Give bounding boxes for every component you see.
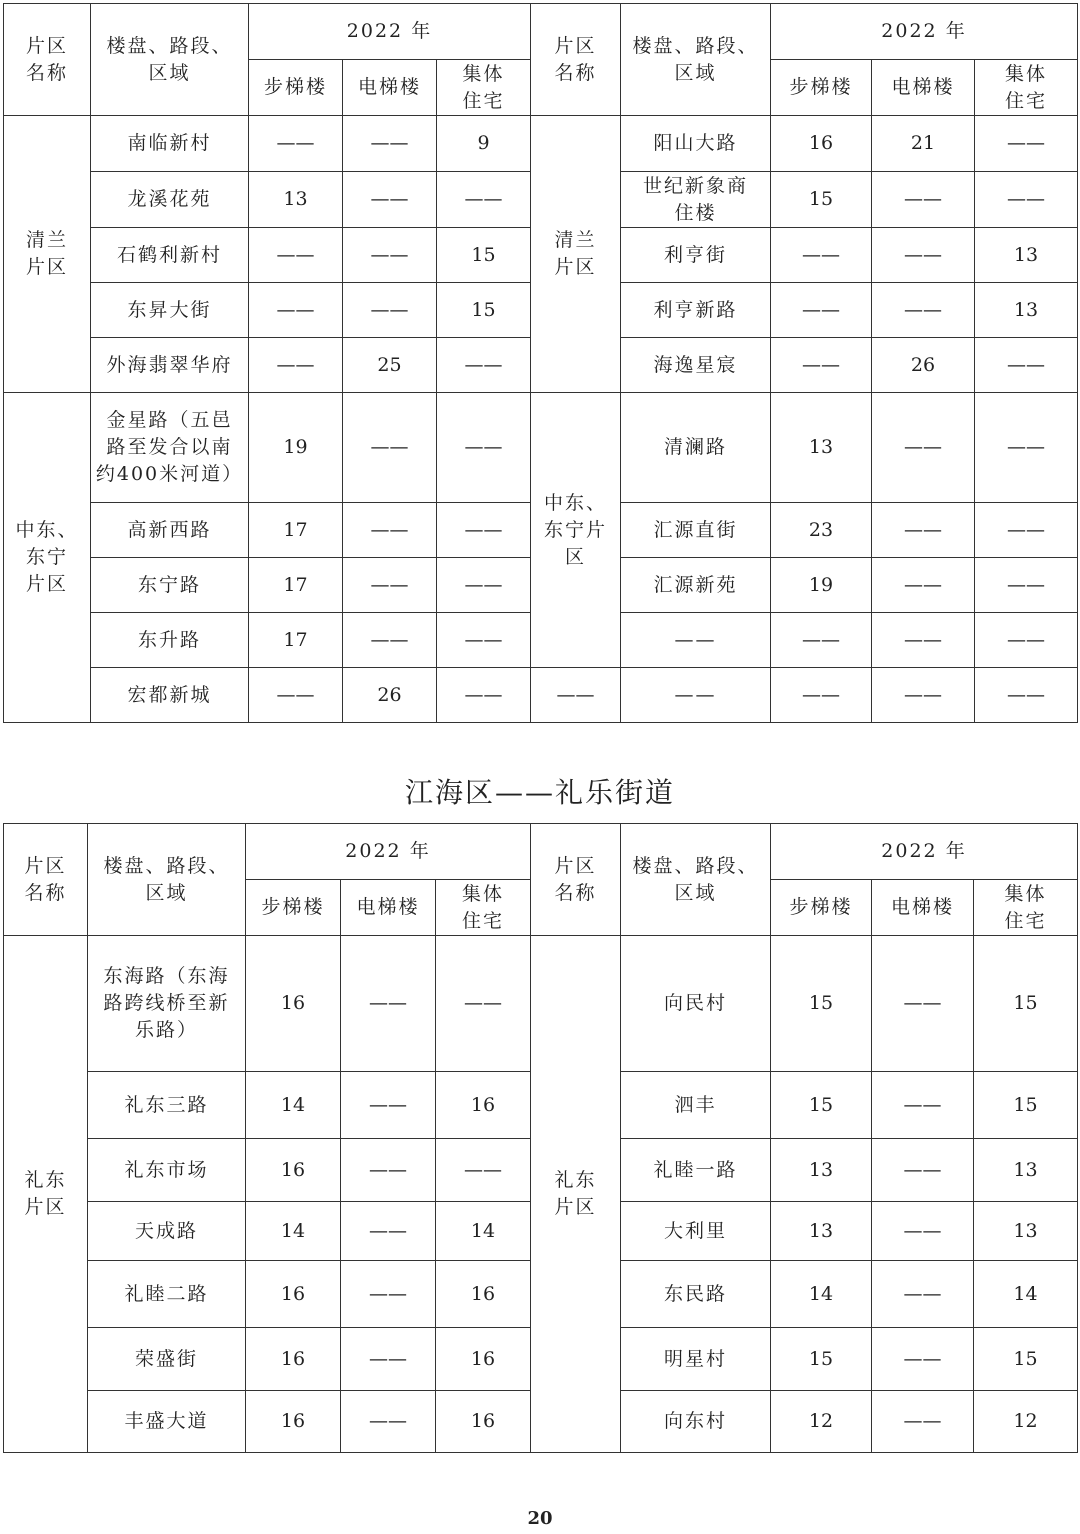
collective-value: 16 (436, 1328, 531, 1391)
property-cell: 海逸星宸 (621, 338, 771, 393)
elevator-value: —— (343, 613, 437, 668)
property-cell: 东昇大街 (91, 283, 249, 338)
property-cell: 世纪新象商 住楼 (621, 172, 771, 228)
header-area-name: 片区 名称 (4, 4, 91, 116)
stair-value: 16 (246, 1261, 341, 1328)
property-cell: 向东村 (621, 1391, 771, 1453)
property-cell: 礼睦一路 (621, 1139, 771, 1202)
elevator-value: —— (343, 393, 437, 503)
collective-value: 16 (436, 1072, 531, 1139)
elevator-value: —— (341, 1261, 436, 1328)
table-row (4, 116, 1078, 172)
elevator-value: —— (872, 1391, 974, 1453)
elevator-value: —— (343, 116, 437, 172)
collective-value: —— (975, 172, 1078, 228)
header-collective: 集体 住宅 (437, 60, 531, 116)
stair-value: —— (771, 338, 872, 393)
elevator-value: —— (343, 172, 437, 228)
elevator-value: —— (341, 1328, 436, 1391)
elevator-value: —— (872, 283, 975, 338)
header-year: 2022 年 (771, 824, 1078, 880)
stair-value: 13 (771, 1202, 872, 1261)
elevator-value: —— (872, 613, 975, 668)
elevator-value: —— (341, 1139, 436, 1202)
header-collective: 集体 住宅 (974, 880, 1078, 936)
collective-value: 13 (975, 228, 1078, 283)
property-cell: —— (621, 613, 771, 668)
collective-value: —— (975, 338, 1078, 393)
stair-value: —— (771, 668, 872, 723)
area-name-cell: —— (531, 668, 621, 723)
collective-value: —— (975, 613, 1078, 668)
collective-value: —— (437, 172, 531, 228)
collective-value: —— (437, 668, 531, 723)
stair-value: 16 (246, 1391, 341, 1453)
property-cell: 大利里 (621, 1202, 771, 1261)
collective-value: 12 (974, 1391, 1078, 1453)
header-year: 2022 年 (249, 4, 531, 60)
elevator-value: 26 (343, 668, 437, 723)
collective-value: 16 (436, 1391, 531, 1453)
stair-value: 14 (246, 1072, 341, 1139)
table-lidong (3, 823, 1078, 1453)
stair-value: —— (249, 668, 343, 723)
table-row (4, 393, 1078, 503)
property-cell: 汇源直街 (621, 503, 771, 558)
header-property: 楼盘、路段、 区域 (621, 4, 771, 116)
collective-value: 9 (437, 116, 531, 172)
elevator-value: —— (872, 558, 975, 613)
property-cell: 汇源新苑 (621, 558, 771, 613)
header-property: 楼盘、路段、 区域 (91, 4, 249, 116)
header-elevator: 电梯楼 (872, 60, 975, 116)
stair-value: 13 (249, 172, 343, 228)
stair-value: 14 (246, 1202, 341, 1261)
elevator-value: —— (343, 283, 437, 338)
stair-value: 15 (771, 1328, 872, 1391)
area-name-cell: 清兰 片区 (531, 116, 621, 393)
collective-value: 15 (974, 1072, 1078, 1139)
property-cell: 泗丰 (621, 1072, 771, 1139)
area-name-cell: 中东、 东宁片 区 (531, 393, 621, 668)
stair-value: 16 (246, 1139, 341, 1202)
property-cell: 丰盛大道 (88, 1391, 246, 1453)
elevator-value: —— (872, 1328, 974, 1391)
collective-value: 16 (436, 1261, 531, 1328)
property-cell: 利亨街 (621, 228, 771, 283)
area-name-cell: 礼东 片区 (4, 936, 88, 1453)
property-cell: 金星路（五邑 路至发合以南 约400米河道） (91, 393, 249, 503)
collective-value: —— (436, 1139, 531, 1202)
stair-value: 16 (771, 116, 872, 172)
header-year: 2022 年 (771, 4, 1078, 60)
collective-value: —— (437, 338, 531, 393)
elevator-value: —— (341, 1072, 436, 1139)
stair-value: —— (249, 338, 343, 393)
stair-value: 15 (771, 1072, 872, 1139)
stair-value: —— (249, 228, 343, 283)
header-elevator: 电梯楼 (341, 880, 436, 936)
collective-value: —— (436, 936, 531, 1072)
elevator-value: —— (872, 668, 975, 723)
property-cell: 东民路 (621, 1261, 771, 1328)
header-elevator: 电梯楼 (343, 60, 437, 116)
property-cell: 礼睦二路 (88, 1261, 246, 1328)
header-stair: 步梯楼 (246, 880, 341, 936)
header-elevator: 电梯楼 (872, 880, 974, 936)
property-cell: 高新西路 (91, 503, 249, 558)
elevator-value: —— (343, 503, 437, 558)
collective-value: —— (437, 393, 531, 503)
header-collective: 集体 住宅 (975, 60, 1078, 116)
collective-value: —— (975, 668, 1078, 723)
elevator-value: —— (872, 228, 975, 283)
table-row (4, 936, 1078, 1072)
property-cell: 清澜路 (621, 393, 771, 503)
collective-value: 14 (974, 1261, 1078, 1328)
collective-value: —— (437, 613, 531, 668)
stair-value: 13 (771, 1139, 872, 1202)
elevator-value: —— (872, 503, 975, 558)
property-cell: 礼东市场 (88, 1139, 246, 1202)
header-year: 2022 年 (246, 824, 531, 880)
property-cell: 龙溪花苑 (91, 172, 249, 228)
stair-value: 16 (246, 1328, 341, 1391)
header-area-name: 片区 名称 (531, 4, 621, 116)
property-cell: 向民村 (621, 936, 771, 1072)
elevator-value: —— (872, 1072, 974, 1139)
collective-value: 13 (975, 283, 1078, 338)
elevator-value: —— (341, 1391, 436, 1453)
property-cell: 明星村 (621, 1328, 771, 1391)
elevator-value: 25 (343, 338, 437, 393)
elevator-value: —— (872, 172, 975, 228)
stair-value: —— (249, 283, 343, 338)
collective-value: 13 (974, 1139, 1078, 1202)
property-cell: 礼东三路 (88, 1072, 246, 1139)
property-cell: 阳山大路 (621, 116, 771, 172)
collective-value: —— (437, 558, 531, 613)
property-cell: 南临新村 (91, 116, 249, 172)
page-number: 20 (527, 1508, 553, 1529)
elevator-value: —— (872, 1139, 974, 1202)
property-cell: 天成路 (88, 1202, 246, 1261)
property-cell: 宏都新城 (91, 668, 249, 723)
elevator-value: —— (343, 228, 437, 283)
elevator-value: 21 (872, 116, 975, 172)
elevator-value: —— (872, 393, 975, 503)
stair-value: —— (249, 116, 343, 172)
stair-value: 14 (771, 1261, 872, 1328)
header-property: 楼盘、路段、 区域 (621, 824, 771, 936)
header-stair: 步梯楼 (771, 60, 872, 116)
collective-value: 15 (974, 1328, 1078, 1391)
header-stair: 步梯楼 (771, 880, 872, 936)
elevator-value: —— (343, 558, 437, 613)
collective-value: 15 (974, 936, 1078, 1072)
area-name-cell: 清兰 片区 (4, 116, 91, 393)
stair-value: —— (771, 228, 872, 283)
stair-value: 17 (249, 503, 343, 558)
stair-value: 23 (771, 503, 872, 558)
header-area-name: 片区 名称 (4, 824, 88, 936)
header-property: 楼盘、路段、 区域 (88, 824, 246, 936)
property-cell: 东宁路 (91, 558, 249, 613)
stair-value: 15 (771, 172, 872, 228)
property-cell: 利亨新路 (621, 283, 771, 338)
collective-value: 13 (974, 1202, 1078, 1261)
header-collective: 集体 住宅 (436, 880, 531, 936)
collective-value: —— (975, 116, 1078, 172)
property-cell: 外海翡翠华府 (91, 338, 249, 393)
table-row (4, 668, 1078, 723)
elevator-value: —— (341, 1202, 436, 1261)
elevator-value: —— (341, 936, 436, 1072)
header-area-name: 片区 名称 (531, 824, 621, 936)
collective-value: —— (975, 393, 1078, 503)
collective-value: 15 (437, 228, 531, 283)
stair-value: 16 (246, 936, 341, 1072)
stair-value: 19 (771, 558, 872, 613)
property-cell: 东海路（东海 路跨线桥至新 乐路） (88, 936, 246, 1072)
property-cell: 东升路 (91, 613, 249, 668)
table-qinglan-zhongdong (3, 3, 1078, 723)
elevator-value: —— (872, 1202, 974, 1261)
stair-value: —— (771, 613, 872, 668)
elevator-value: —— (872, 1261, 974, 1328)
collective-value: —— (975, 558, 1078, 613)
section-title: 江海区——礼乐街道 (404, 776, 675, 809)
collective-value: 14 (436, 1202, 531, 1261)
collective-value: 15 (437, 283, 531, 338)
stair-value: 15 (771, 936, 872, 1072)
stair-value: 17 (249, 613, 343, 668)
stair-value: 12 (771, 1391, 872, 1453)
header-stair: 步梯楼 (249, 60, 343, 116)
stair-value: —— (771, 283, 872, 338)
stair-value: 13 (771, 393, 872, 503)
stair-value: 19 (249, 393, 343, 503)
elevator-value: —— (872, 936, 974, 1072)
property-cell: —— (621, 668, 771, 723)
stair-value: 17 (249, 558, 343, 613)
area-name-cell: 中东、 东宁 片区 (4, 393, 91, 723)
collective-value: —— (975, 503, 1078, 558)
elevator-value: 26 (872, 338, 975, 393)
property-cell: 荣盛街 (88, 1328, 246, 1391)
property-cell: 石鹤利新村 (91, 228, 249, 283)
collective-value: —— (437, 503, 531, 558)
area-name-cell: 礼东 片区 (531, 936, 621, 1453)
